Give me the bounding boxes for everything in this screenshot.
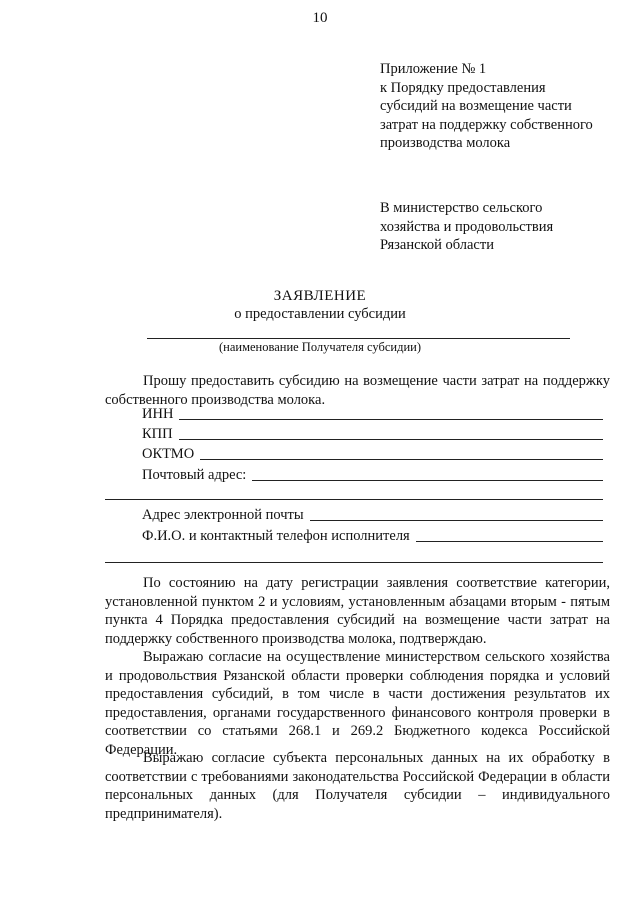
inn-input-line[interactable]	[179, 419, 603, 420]
appendix-line: к Порядку предоставления	[380, 79, 546, 96]
kpp-field[interactable]	[142, 424, 603, 443]
email-input-line[interactable]	[310, 520, 603, 521]
addressee-line: Рязанской области	[380, 237, 494, 253]
appendix-line: затрат на поддержку собственного	[380, 116, 593, 133]
postal-address-label: Почтовый адрес:	[142, 467, 247, 483]
recipient-name-line[interactable]	[147, 338, 570, 339]
contact-label: Ф.И.О. и контактный телефон исполнителя	[142, 528, 410, 544]
contact-input-line[interactable]	[416, 541, 603, 542]
document-subtitle: о предоставлении субсидии	[234, 306, 406, 322]
document-title: ЗАЯВЛЕНИЕ	[273, 288, 367, 304]
contact-field[interactable]	[142, 526, 603, 545]
oktmo-input-line[interactable]	[200, 459, 603, 460]
kpp-input-line[interactable]	[179, 439, 603, 440]
confirmation-paragraph: По состоянию на дату регистрации заявления соответствие категории, установленной пунктом 2 и условиям, установленным абзацами вторым - пятым пункта 4 Порядка предоставления субсидий на возмещение части затрат на поддержку собственного производства молока, подтверждаю.	[105, 575, 610, 647]
contact-continuation-line[interactable]	[105, 562, 603, 563]
oktmo-field[interactable]	[142, 444, 603, 463]
recipient-caption: (наименование Получателя субсидии)	[218, 340, 422, 354]
postal-address-field[interactable]	[142, 465, 603, 484]
addressee-line: хозяйства и продовольствия	[380, 218, 554, 235]
personal-data-consent-paragraph: Выражаю согласие субъекта персональных данных на их обработку в соответствии с требованиями законодательства Российской Федерации в области персональных данных (для Получателя субсидии – индивидуального предпринимателя).	[105, 750, 610, 822]
oktmo-label: ОКТМО	[142, 446, 195, 462]
kpp-label: КПП	[142, 426, 173, 442]
appendix-block	[380, 60, 630, 153]
appendix-line: Приложение № 1	[380, 61, 487, 77]
addressee-line: В министерство сельского	[380, 200, 543, 216]
inspection-consent-paragraph: Выражаю согласие на осуществление министерством сельского хозяйства и продовольствия Рязанской области проверки соблюдения порядка и условий предоставления субсидий, в том числе в части достижения результатов их предоставления, органами государственного финансового контроля проверки в соответствии со статьями 268.1 и 269.2 Бюджетного кодекса Российской Федерации.	[105, 649, 610, 758]
postal-address-continuation-line[interactable]	[105, 499, 603, 500]
email-field[interactable]	[142, 505, 603, 524]
addressee-block	[380, 199, 630, 255]
appendix-line: производства молока	[380, 135, 511, 151]
request-paragraph: Прошу предоставить субсидию на возмещение части затрат на поддержку собственного производства молока.	[105, 373, 610, 408]
inn-field[interactable]	[142, 404, 603, 423]
email-label: Адрес электронной почты	[142, 507, 304, 523]
appendix-line: субсидий на возмещение части	[380, 98, 572, 114]
postal-address-input-line[interactable]	[252, 480, 603, 481]
inn-label: ИНН	[142, 406, 174, 422]
page-number: 10	[312, 10, 328, 26]
